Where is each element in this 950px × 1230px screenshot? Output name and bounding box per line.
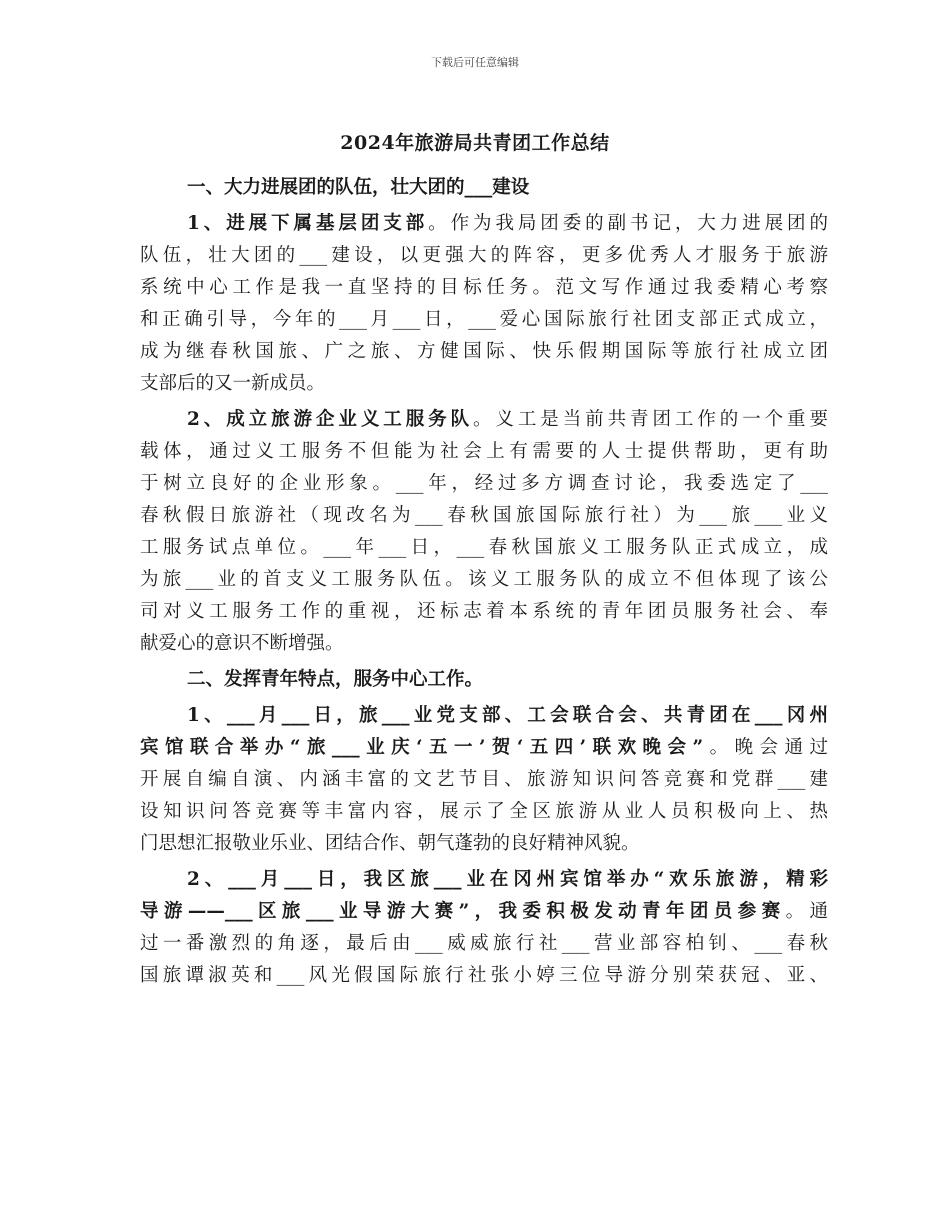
text-segment: 工服务试点单位。___年___日，___春秋国旅义工服务队正式成立，成: [140, 537, 828, 558]
text-segment: 队伍，壮大团的___建设，以更强大的阵容，更多优秀人才服务于旅游: [140, 245, 828, 266]
text-line: [140, 732, 828, 764]
text-line: [140, 828, 828, 860]
text-line: [140, 628, 828, 660]
document-title: 2024年旅游局共青团工作总结: [340, 132, 610, 154]
text-segment: 支部后的又一新成员。: [140, 373, 326, 394]
text-segment: 成为继春秋国旅、广之旅、方健国际、快乐假期国际等旅行社成立团: [140, 341, 828, 362]
text-line: [140, 272, 828, 304]
text-line: [140, 896, 828, 928]
text-line: [140, 564, 828, 596]
text-segment: 系统中心工作是我一直坚持的目标任务。范文写作通过我委精心考察: [140, 277, 828, 298]
text-line: [140, 664, 828, 696]
text-line: [140, 208, 828, 240]
text-line: [140, 700, 828, 732]
text-segment: 载体，通过义工服务不但能为社会上有需要的人士提供帮助，更有助: [140, 441, 828, 462]
text-line: [140, 468, 828, 500]
text-line: [140, 404, 828, 436]
text-line: [140, 304, 828, 336]
text-segment: 献爱心的意识不断增强。: [140, 633, 344, 654]
text-segment: 门思想汇报敬业乐业、团结合作、朝气蓬勃的良好精神风貌。: [140, 833, 640, 854]
bold-text-segment: 1、___月___日，旅___业党支部、工会联合会、共青团在___冈州: [187, 705, 828, 726]
text-segment: 国旅谭淑英和___风光假国际旅行社张小婷三位导游分别荣获冠、亚、: [140, 965, 828, 986]
text-line: [140, 172, 828, 204]
text-line: [140, 532, 828, 564]
text-line: [140, 240, 828, 272]
text-line: [140, 928, 828, 960]
text-line: [140, 500, 828, 532]
text-line: [140, 436, 828, 468]
bold-text-segment: 导游——___区旅___业导游大赛”，我委积极发动青年团员参赛: [140, 901, 786, 922]
text-segment: 司对义工服务工作的重视，还标志着本系统的青年团员服务社会、奉: [140, 601, 828, 622]
bold-text-segment: 1、进展下属基层团支部: [187, 213, 429, 234]
text-segment: 设知识问答竞赛等丰富内容，展示了全区旅游从业人员积极向上、热: [140, 801, 828, 822]
text-line: [140, 336, 828, 368]
text-segment: 。晚会通过: [703, 737, 828, 758]
text-line: [140, 960, 828, 992]
text-segment: 。义工是当前共青团工作的一个重要: [473, 409, 828, 430]
header-note: 下载后可任意编辑: [431, 56, 519, 69]
text-segment: 为旅___业的首支义工服务队伍。该义工服务队的成立不但体现了该公: [140, 569, 828, 590]
text-line: [140, 796, 828, 828]
text-segment: 开展自编自演、内涵丰富的文艺节目、旅游知识问答竞赛和党群___建: [140, 769, 828, 790]
document-body: [140, 172, 828, 992]
bold-text-segment: 2、成立旅游企业义工服务队: [187, 409, 473, 430]
text-segment: 春秋假日旅游社（现改名为___春秋国旅国际旅行社）为___旅___业义: [140, 505, 828, 526]
text-line: [140, 368, 828, 400]
text-line: [140, 864, 828, 896]
bold-text-segment: 一、大力进展团的队伍，壮大团的___建设: [187, 177, 530, 198]
bold-text-segment: 宾馆联合举办“旅___业庆‘五一’贺‘五四’联欢晚会”: [140, 737, 704, 758]
text-segment: 。通: [785, 901, 828, 922]
text-segment: 。作为我局团委的副书记，大力进展团的: [428, 213, 828, 234]
text-line: [140, 596, 828, 628]
bold-text-segment: 二、发挥青年特点，服务中心工作。: [187, 669, 484, 690]
text-segment: 过一番激烈的角逐，最后由___威威旅行社___营业部容柏钊、___春秋: [140, 933, 828, 954]
text-segment: 于树立良好的企业形象。___年，经过多方调查讨论，我委选定了___: [140, 473, 828, 494]
text-segment: 和正确引导，今年的___月___日，___爱心国际旅行社团支部正式成立，: [140, 309, 828, 330]
text-line: [140, 764, 828, 796]
bold-text-segment: 2、___月___日，我区旅___业在冈州宾馆举办“欢乐旅游，精彩: [187, 869, 828, 890]
